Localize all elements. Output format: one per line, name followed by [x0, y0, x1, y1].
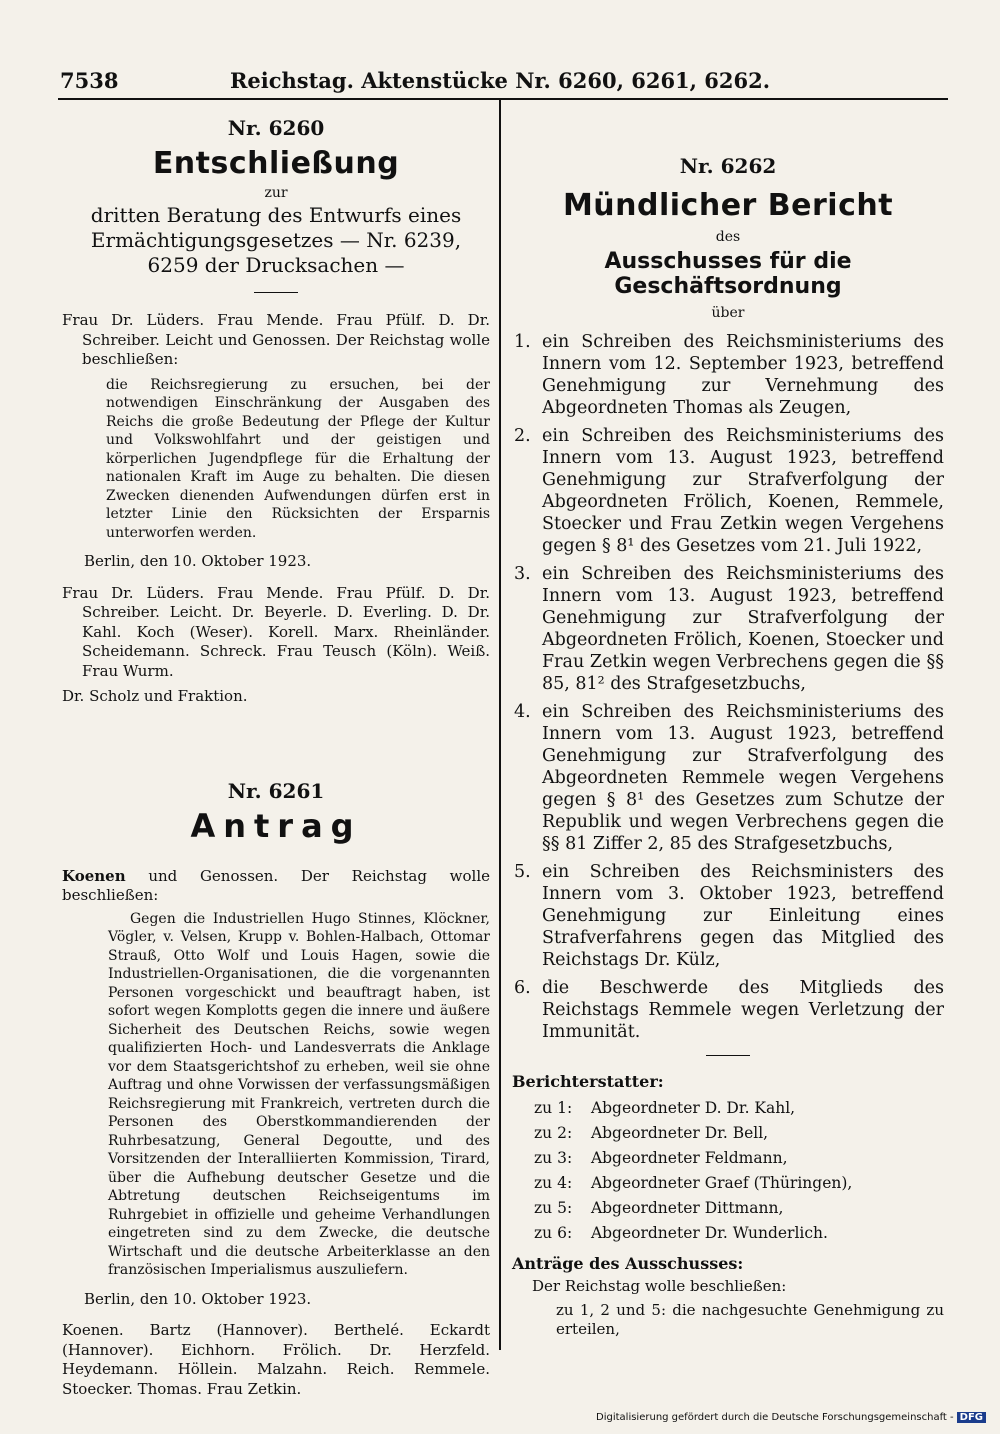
rapporteur-row: zu 5: Abgeordneter Dittmann, — [534, 1198, 784, 1217]
left-column — [62, 110, 490, 1399]
ueber-label: über — [711, 305, 745, 321]
signers-6260: Frau Dr. Lüders. Frau Mende. Frau Pfülf. D. Dr. Schreiber. Leicht. Dr. Beyerle. D. Everling. D. Dr. Kahl. Koch (Weser). Korell. Marx. Rheinländer. Scheidemann. Schreck. Frau Teusch (Köln). Weiß. Frau Wurm. — [62, 583, 490, 680]
doc-number-6262: Nr. 6262 — [679, 154, 777, 178]
page-number: 7538 — [60, 68, 119, 93]
running-title: Reichstag. Aktenstücke Nr. 6260, 6261, 6262. — [229, 68, 771, 93]
date-6260: Berlin, den 10. Oktober 1923. — [84, 552, 312, 570]
divider-6260 — [254, 292, 298, 293]
faction-6260: Dr. Scholz und Fraktion. — [62, 687, 248, 705]
rapporteurs-heading: Berichterstatter: — [512, 1072, 664, 1091]
item-list — [512, 331, 944, 1043]
motion-1: zu 1, 2 und 5: die nachgesuchte Genehmigung zu erteilen, — [556, 1300, 944, 1338]
column-divider — [499, 100, 501, 1350]
doc-number-6260: Nr. 6260 — [227, 116, 325, 140]
rapporteurs-list — [512, 1096, 944, 1246]
date-6261: Berlin, den 10. Oktober 1923. — [84, 1289, 312, 1308]
intro-6261-rest: und Genossen. Der Reichstag wolle beschließen: — [62, 866, 490, 904]
des-label: des — [715, 229, 741, 245]
list-item: 3. ein Schreiben des Reichsministeriums des Innern vom 13. August 1923, betreffend Genehmigung zur Strafverfolgung der Abgeordneten Frölich, Koenen, Stoecker und Frau Zetkin wegen Verbrechens gegen die §§ 85, 81² des Strafgesetzbuchs, — [514, 564, 944, 694]
right-column — [512, 110, 944, 1340]
doc-number-6261: Nr. 6261 — [227, 778, 325, 803]
body-6261: Gegen die Industriellen Hugo Stinnes, Klöckner, Vögler, v. Velsen, Krupp v. Bohlen-Halbach, Ottomar Strauß, Otto Wolf und Louis Hagen, sowie die Industriellen-Organisationen, die die vorgenannten Personen vorgeschickt und beauftragt haben, ist sofort wegen Komplotts gegen die innere und äußere Sicherheit des Deutschen Reichs, sowie wegen qualifizierten Hoch- und Landesverrats die Anklage vor dem Staatsgerichtshof zu erheben, weil sie ohne Auftrag und ohne Vorwissen der verfassungsmäßigen Reichsregierung mit Frankreich, vertreten durch die Personen des Oberstkommandierenden der Ruhrbesatzung, General Degoutte, und des Vorsitzenden der Interalliierten Kommission, Tirard, über die Aufhebung deutscher Gesetze und die Abtretung deutschen Reichseigentums im Ruhrgebiet in offizielle und geheime Verhandlungen eingetreten sind zu dem Zwecke, die deutsche Wirtschaft und die deutsche Arbeiterklasse an den französischen Imperialismus auszuliefern. — [108, 910, 490, 1278]
rapporteur-row: zu 4: Abgeordneter Graef (Thüringen), — [534, 1173, 853, 1192]
header-rule — [58, 98, 948, 100]
rapporteur-row: zu 2: Abgeordneter Dr. Bell, — [534, 1123, 769, 1142]
list-item: 5. ein Schreiben des Reichsministers des Innern vom 3. Oktober 1923, betreffend Genehmigung zur Einleitung eines Strafverfahrens gegen das Mitglied des Reichstags Dr. Külz, — [514, 862, 944, 970]
heading-entschliessung: Entschließung — [152, 146, 400, 181]
subtitle-6260: dritten Beratung des Entwurfs eines Ermächtigungsgesetzes — Nr. 6239, 6259 der Drucksachen — — [90, 203, 462, 277]
motions-heading: Anträge des Ausschusses: — [512, 1253, 744, 1273]
list-item: 1. ein Schreiben des Reichsministeriums des Innern vom 12. September 1923, betreffend Genehmigung zur Vernehmung des Abgeordneten Thomas als Zeugen, — [514, 332, 944, 418]
page-header — [60, 64, 940, 98]
body-6260: die Reichsregierung zu ersuchen, bei der notwendigen Einschränkung der Ausgaben des Reichs die große Bedeutung der Pflege der Kultur und Volkswohlfahrt und der geistigen und körperlichen Jugendpflege für die Erhaltung der nationalen Kraft im Auge zu behalten. Die diesen Zwecken dienenden Aufwendungen dürfen erst in letzter Linie den Rücksichten der Ersparnis unterworfen werden. — [106, 376, 490, 541]
rapporteur-row: zu 6: Abgeordneter Dr. Wunderlich. — [534, 1223, 828, 1242]
list-item: 2. ein Schreiben des Reichsministeriums des Innern vom 13. August 1923, betreffend Genehmigung zur Strafverfolgung der Abgeordneten Frölich, Koenen, Remmele, Stoecker und Frau Zetkin wegen Vergehens gegen § 8¹ des Gesetzes vom 21. Juli 1922, — [514, 426, 944, 556]
intro-6261-bold: Koenen — [62, 866, 126, 885]
heading-bericht: Mündlicher Bericht — [562, 188, 894, 223]
rapporteur-row: zu 3: Abgeordneter Feldmann, — [534, 1148, 788, 1167]
list-item: 4. ein Schreiben des Reichsministeriums des Innern vom 13. August 1923, betreffend Genehmigung zur Strafverfolgung des Abgeordneten Remmele wegen Vergehens gegen § 8¹ des Gesetzes zum Schutze der Republik und wegen Verbrechens gegen die §§ 81 Ziffer 2, 85 des Strafgesetzbuchs, — [514, 702, 944, 854]
footer-text: Digitalisierung gefördert durch die Deutsche Forschungsgemeinschaft - — [596, 1412, 954, 1423]
list-item: 6. die Beschwerde des Mitglieds des Reichstags Remmele wegen Verletzung der Immunität. — [514, 978, 944, 1042]
intro-6260: Frau Dr. Lüders. Frau Mende. Frau Pfülf. D. Dr. Schreiber. Leicht und Genossen. Der Reichstag wolle beschließen: — [62, 311, 490, 368]
committee-name: Ausschusses für die Geschäftsordnung — [604, 249, 852, 299]
footer-credit — [596, 1412, 986, 1423]
zur-label: zur — [264, 185, 288, 201]
motions-intro: Der Reichstag wolle beschließen: — [532, 1277, 787, 1295]
rapporteur-row: zu 1: Abgeordneter D. Dr. Kahl, — [534, 1098, 796, 1117]
intro-6261 — [62, 867, 490, 906]
signers-6261: Koenen. Bartz (Hannover). Berthelé. Eckardt (Hannover). Eichhorn. Frölich. Dr. Herzfeld. Heydemann. Höllein. Malzahn. Reich. Remmele. Stoecker. Thomas. Frau Zetkin. — [62, 1321, 490, 1398]
heading-antrag: Antrag — [190, 806, 362, 845]
dfg-logo: DFG — [957, 1412, 986, 1423]
divider-6262 — [706, 1055, 750, 1056]
